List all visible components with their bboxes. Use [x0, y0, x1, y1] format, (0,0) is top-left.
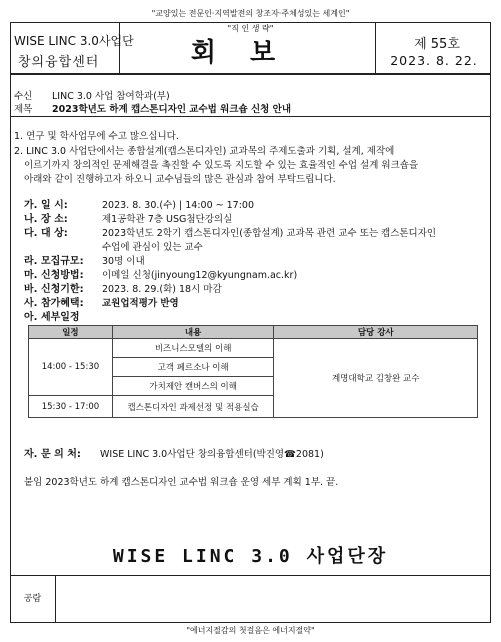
- schedule-content: 비즈니스모델의 이해: [112, 339, 274, 358]
- signature: WISE LINC 3.0 사업단장: [112, 546, 389, 567]
- detail-value-deadline: 2023. 8. 29.(화) 18시 마감: [102, 284, 222, 295]
- detail-value-target: 2023학년도 2학기 캡스톤디자인(종합설계) 교과목 관련 교수 또는 캡스톤디자인: [102, 228, 437, 239]
- detail-value-place: 제1공학관 7층 USG첨단강의실: [102, 214, 233, 225]
- schedule-time-1: 14:00 - 15:30: [29, 339, 113, 396]
- schedule-content: 가치제안 캔버스의 이해: [112, 377, 274, 396]
- col-header-content: 내용: [112, 326, 274, 339]
- subject: 2023학년도 하계 캡스톤디자인 교수법 워크숍 신청 안내: [52, 104, 292, 115]
- schedule-header-row: [29, 326, 478, 339]
- issue-number: 제 55호: [414, 37, 460, 52]
- subject-label: 제목: [14, 104, 33, 115]
- schedule-content: 고객 페르소나 이해: [112, 358, 274, 377]
- table-row: [29, 339, 478, 358]
- detail-label-method: 마. 신청방법:: [24, 270, 84, 281]
- schedule-table: [28, 325, 478, 418]
- recipient: LINC 3.0 사업 참여학과(부): [52, 91, 170, 102]
- detail-value-capacity: 30명 이내: [102, 256, 145, 267]
- detail-label-schedule: 아. 세부일정: [24, 312, 80, 323]
- detail-value-target-cont: 수업에 관심이 있는 교수: [102, 242, 203, 253]
- approval-box: [10, 575, 491, 623]
- detail-value-method[interactable]: 이메일 신청(jinyoung12@kyungnam.ac.kr): [102, 270, 298, 281]
- schedule-instructor: 계명대학교 김창완 교수: [274, 339, 478, 418]
- motto-bottom: "에너지절감의 첫걸음은 에너지절약": [186, 626, 315, 635]
- attachment-note: 붙임 2023학년도 하계 캡스톤디자인 교수법 워크숍 운영 세부 계획 1부. 끝.: [24, 477, 339, 488]
- schedule-time-2: 15:30 - 17:00: [29, 396, 113, 418]
- approval-label: 공람: [10, 575, 56, 623]
- body-paragraph-2-line3: 아래와 같이 진행하고자 하오니 교수님들의 많은 관심과 참여 부탁드립니다.: [24, 174, 336, 185]
- motto-top: "교양있는 전문인·지역발전의 창조자·주체성있는 세계인": [151, 9, 350, 18]
- detail-label-place: 나. 장 소:: [24, 214, 68, 225]
- detail-value-benefit: 교원업적평가 반영: [102, 298, 179, 309]
- detail-label-capacity: 라. 모집규모:: [24, 256, 84, 267]
- detail-label-deadline: 바. 신청기한:: [24, 284, 84, 295]
- page-title: 회보: [190, 38, 310, 68]
- contact-label: 자. 문 의 처:: [24, 449, 81, 460]
- body-paragraph-2-line2: 이르기까지 창의적인 문제해결을 촉진할 수 있도록 지도할 수 있는 효율적인 수업 설계 워크숍을: [24, 160, 419, 171]
- detail-value-date: 2023. 8. 30.(수) | 14:00 ~ 17:00: [102, 200, 254, 211]
- issue-date: 2023. 8. 22.: [390, 53, 478, 68]
- schedule-content: 캡스톤디자인 과제선정 및 적용실습: [112, 396, 274, 418]
- detail-label-date: 가. 일 시:: [24, 200, 68, 211]
- col-header-time: 일정: [29, 326, 113, 339]
- org-name-line2: 창의융합센터: [18, 55, 100, 70]
- divider: [10, 116, 491, 117]
- body-paragraph-1: 1. 연구 및 학사업무에 수고 많으십니다.: [14, 131, 179, 142]
- contact-value: WISE LINC 3.0사업단 창의융합센터(박진영☎2081): [100, 449, 324, 460]
- detail-label-benefit: 사. 참가혜택:: [24, 298, 84, 309]
- org-name-line1: WISE LINC 3.0사업단: [14, 34, 134, 48]
- recipient-label: 수신: [14, 91, 33, 102]
- body-paragraph-2-line1: 2. LINC 3.0 사업단에서는 종합설계(캡스톤디자인) 교과목의 주제도출과 기획, 설계, 제작에: [14, 146, 395, 157]
- col-header-instructor: 담당 강사: [274, 326, 478, 339]
- seal-omitted-note: "직 인 생 략": [227, 24, 274, 33]
- detail-label-target: 다. 대 상:: [24, 228, 68, 239]
